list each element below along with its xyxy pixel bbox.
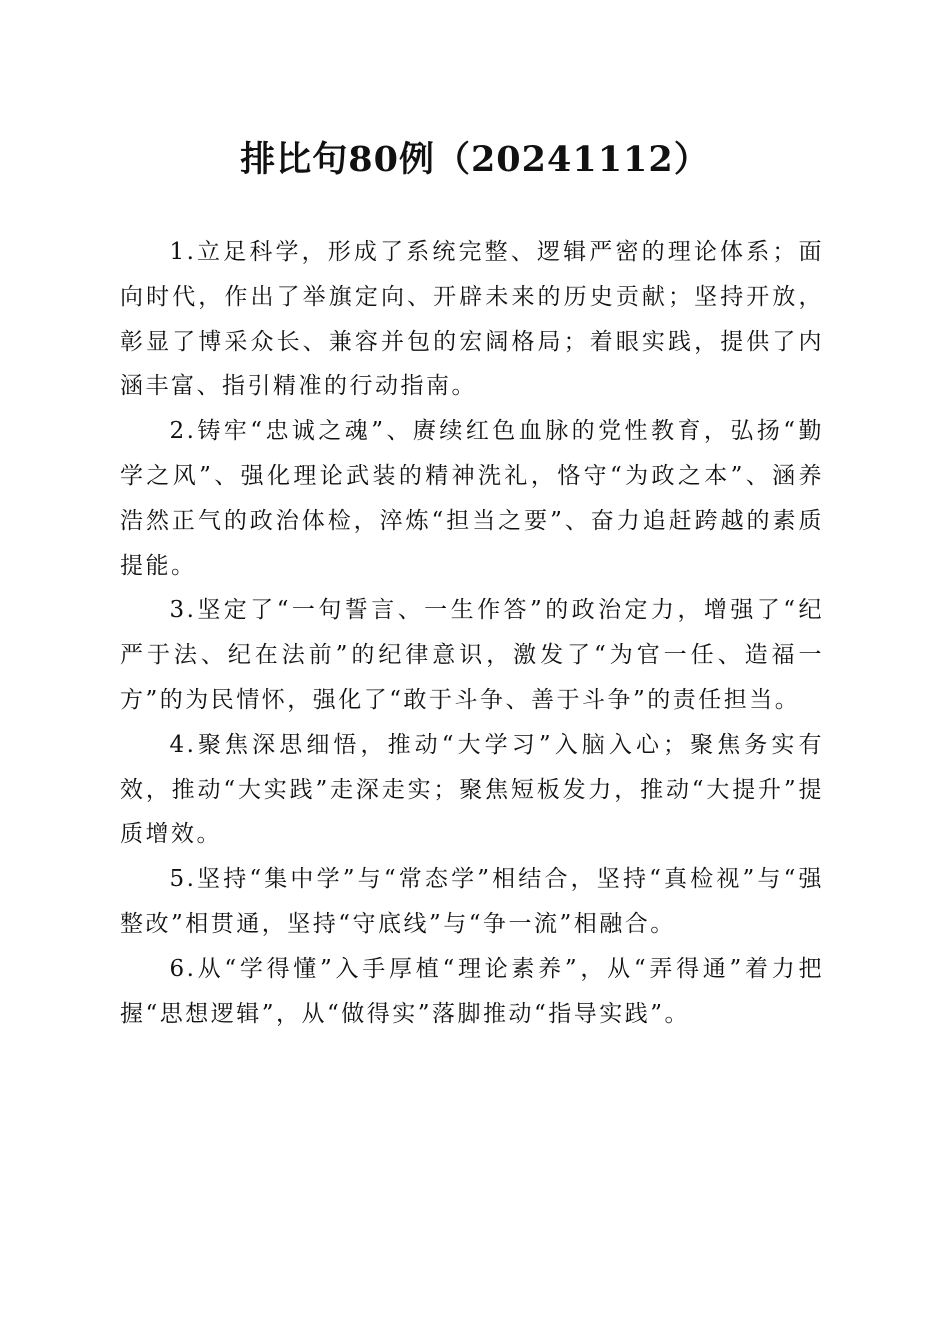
paragraph-4: 4.聚焦深思细悟，推动“大学习”入脑入心；聚焦务实有效，推动“大实践”走深走实；聚焦短板发力，推动“大提升”提质增效。 xyxy=(120,731,824,848)
document-title: 排比句80例（20241112） xyxy=(240,139,710,180)
document-body xyxy=(120,230,824,1036)
paragraph-3: 3.坚定了“一句誓言、一生作答”的政治定力，增强了“纪严于法、纪在法前”的纪律意识，激发了“为官一任、造福一方”的为民情怀，强化了“敢于斗争、善于斗争”的责任担当。 xyxy=(120,597,824,713)
paragraph-5: 5.坚持“集中学”与“常态学”相结合，坚持“真检视”与“强整改”相贯通，坚持“守底线”与“争一流”相融合。 xyxy=(120,866,824,937)
paragraph-1: 1.立足科学，形成了系统完整、逻辑严密的理论体系；面向时代，作出了举旗定向、开辟未来的历史贡献；坚持开放，彰显了博采众长、兼容并包的宏阔格局；着眼实践，提供了内涵丰富、指引精准的行动指南。 xyxy=(120,239,824,400)
paragraph-6: 6.从“学得懂”入手厚植“理论素养”，从“弄得通”着力把握“思想逻辑”，从“做得实”落脚推动“指导实践”。 xyxy=(120,955,824,1027)
paragraph-2: 2.铸牢“忠诚之魂”、赓续红色血脉的党性教育，弘扬“勤学之风”、强化理论武装的精神洗礼，恪守“为政之本”、涵养浩然正气的政治体检，淬炼“担当之要”、奋力追赶跨越的素质提能。 xyxy=(120,418,824,579)
